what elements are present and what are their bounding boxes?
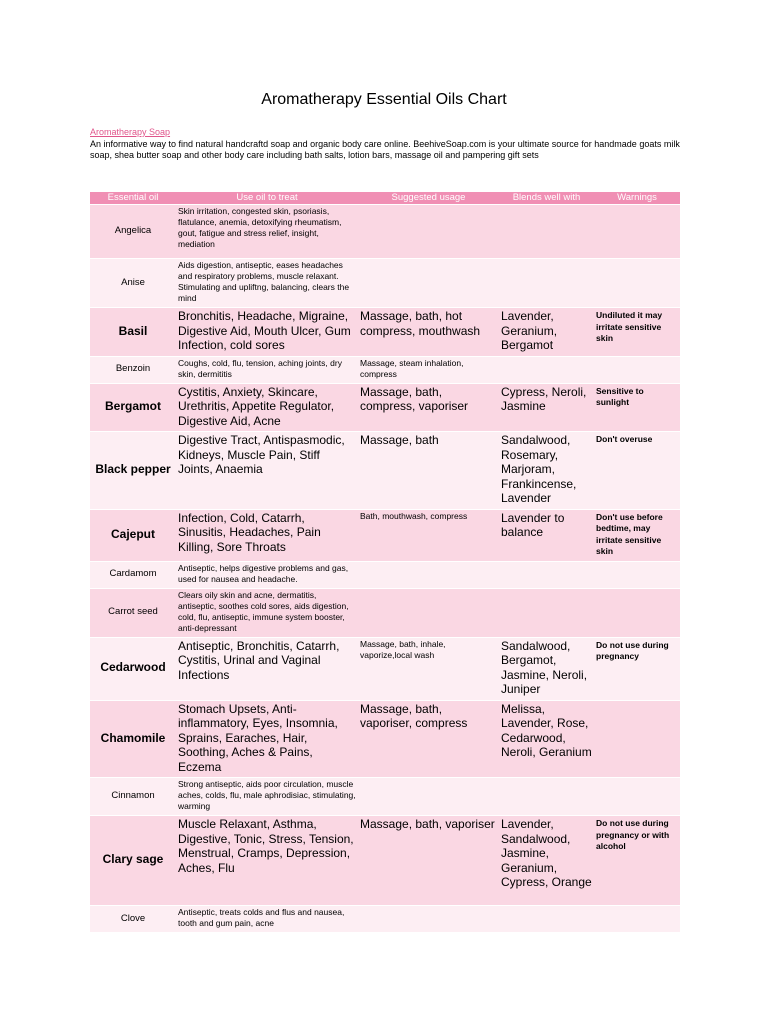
oil-blends: Melissa, Lavender, Rose, Cedarwood, Neroli, Geranium — [499, 700, 594, 778]
oil-treats: Muscle Relaxant, Asthma, Digestive, Tonic, Stress, Tension, Menstrual, Cramps, Depression, Aches, Flu — [176, 816, 358, 906]
oil-warnings — [594, 259, 680, 308]
oil-treats: Aids digestion, antiseptic, eases headaches and respiratory problems, muscle relaxant. Stimulating and upliftng, balancing, clears the mind — [176, 259, 358, 308]
oil-warnings: Sensitive to sunlight — [594, 383, 680, 432]
oil-blends: Lavender, Geranium, Bergamot — [499, 308, 594, 357]
oil-name: Cedarwood — [90, 637, 176, 700]
oil-warnings — [594, 205, 680, 259]
oil-blends — [499, 906, 594, 933]
oil-warnings: Undiluted it may irritate sensitive skin — [594, 308, 680, 357]
table-header-row — [90, 192, 680, 205]
essential-oils-table — [90, 192, 680, 932]
oil-name: Clary sage — [90, 816, 176, 906]
header-blends-well-with: Blends well with — [499, 192, 594, 205]
table-row — [90, 383, 680, 432]
oil-warnings — [594, 700, 680, 778]
table-row — [90, 432, 680, 510]
oil-blends — [499, 356, 594, 383]
oil-name: Angelica — [90, 205, 176, 259]
oil-treats: Antiseptic, Bronchitis, Catarrh, Cystitis, Urinal and Vaginal Infections — [176, 637, 358, 700]
oil-usage — [358, 778, 499, 816]
oil-name: Carrot seed — [90, 588, 176, 637]
oil-usage: Massage, bath, inhale, vaporize,local wash — [358, 637, 499, 700]
oil-blends — [499, 205, 594, 259]
aromatherapy-soap-link[interactable]: Aromatherapy Soap — [90, 127, 171, 137]
header-suggested-usage: Suggested usage — [358, 192, 499, 205]
oil-usage: Massage, bath, vaporiser, compress — [358, 700, 499, 778]
oil-blends: Lavender, Sandalwood, Jasmine, Geranium, Cypress, Orange — [499, 816, 594, 906]
oil-warnings — [594, 356, 680, 383]
table-row — [90, 637, 680, 700]
table-row — [90, 700, 680, 778]
header-warnings: Warnings — [594, 192, 680, 205]
oil-blends: Lavender to balance — [499, 509, 594, 561]
oil-blends — [499, 259, 594, 308]
oil-warnings — [594, 561, 680, 588]
oil-usage: Massage, bath — [358, 432, 499, 510]
oil-usage: Massage, bath, compress, vaporiser — [358, 383, 499, 432]
oil-name: Chamomile — [90, 700, 176, 778]
table-row — [90, 205, 680, 259]
oil-warnings: Do not use during pregnancy — [594, 637, 680, 700]
table-row — [90, 588, 680, 637]
header-use-oil-to-treat: Use oil to treat — [176, 192, 358, 205]
table-row — [90, 778, 680, 816]
oil-warnings — [594, 588, 680, 637]
oil-treats: Antiseptic, helps digestive problems and gas, used for nausea and headache. — [176, 561, 358, 588]
oil-usage: Massage, bath, hot compress, mouthwash — [358, 308, 499, 357]
oil-usage — [358, 906, 499, 933]
oil-warnings: Don't overuse — [594, 432, 680, 510]
table-row — [90, 509, 680, 561]
oil-warnings: Don't use before bedtime, may irritate sensitive skin — [594, 509, 680, 561]
intro-section — [90, 127, 680, 162]
oil-warnings — [594, 778, 680, 816]
oil-usage — [358, 205, 499, 259]
oil-usage: Massage, bath, vaporiser — [358, 816, 499, 906]
oil-usage — [358, 561, 499, 588]
intro-text: An informative way to find natural handcraftd soap and organic body care online. BeehiveSoap.com is your ultimate source for handmade goats milk soap, shea butter soap and other body care including bath salts, lotion bars, massage oil and pampering gift sets — [90, 138, 680, 160]
oil-blends — [499, 778, 594, 816]
oil-blends: Sandalwood, Bergamot, Jasmine, Neroli, Juniper — [499, 637, 594, 700]
oil-treats: Stomach Upsets, Anti-inflammatory, Eyes, Insomnia, Sprains, Earaches, Hair, Soothing, Aches & Pains, Eczema — [176, 700, 358, 778]
oil-treats: Cystitis, Anxiety, Skincare, Urethritis, Appetite Regulator, Digestive Aid, Acne — [176, 383, 358, 432]
oil-treats: Bronchitis, Headache, Migraine, Digestive Aid, Mouth Ulcer, Gum Infection, cold sores — [176, 308, 358, 357]
oil-blends: Sandalwood, Rosemary, Marjoram, Frankincense, Lavender — [499, 432, 594, 510]
oil-usage — [358, 259, 499, 308]
oil-name: Black pepper — [90, 432, 176, 510]
oil-warnings: Do not use during pregnancy or with alcohol — [594, 816, 680, 906]
table-row — [90, 259, 680, 308]
oil-name: Cinnamon — [90, 778, 176, 816]
oil-name: Anise — [90, 259, 176, 308]
oil-treats: Coughs, cold, flu, tension, aching joints, dry skin, dermititis — [176, 356, 358, 383]
table-row — [90, 906, 680, 933]
oil-warnings — [594, 906, 680, 933]
oil-name: Benzoin — [90, 356, 176, 383]
oil-treats: Strong antiseptic, aids poor circulation, muscle aches, colds, flu, male aphrodisiac, stimulating, warming — [176, 778, 358, 816]
oil-name: Cajeput — [90, 509, 176, 561]
oil-name: Basil — [90, 308, 176, 357]
oil-treats: Skin irritation, congested skin, psoriasis, flatulance, anemia, detoxifying rheumatism, gout, fatigue and stress relief, insight, mediation — [176, 205, 358, 259]
table-row — [90, 308, 680, 357]
oil-treats: Infection, Cold, Catarrh, Sinusitis, Headaches, Pain Killing, Sore Throats — [176, 509, 358, 561]
oil-blends — [499, 588, 594, 637]
oil-usage: Bath, mouthwash, compress — [358, 509, 499, 561]
oil-treats: Clears oily skin and acne, dermatitis, antiseptic, soothes cold sores, aids digestion, cold, flu, antiseptic, immune system booster, anti-depressant — [176, 588, 358, 637]
oil-name: Bergamot — [90, 383, 176, 432]
oil-treats: Digestive Tract, Antispasmodic, Kidneys, Muscle Pain, Stiff Joints, Anaemia — [176, 432, 358, 510]
oil-treats: Antiseptic, treats colds and flus and nausea, tooth and gum pain, acne — [176, 906, 358, 933]
table-row — [90, 356, 680, 383]
table-row — [90, 561, 680, 588]
oil-name: Clove — [90, 906, 176, 933]
oil-usage — [358, 588, 499, 637]
table-row — [90, 816, 680, 906]
oil-blends: Cypress, Neroli, Jasmine — [499, 383, 594, 432]
oil-usage: Massage, steam inhalation, compress — [358, 356, 499, 383]
oil-blends — [499, 561, 594, 588]
page-title: Aromatherapy Essential Oils Chart — [261, 91, 507, 108]
header-essential-oil: Essential oil — [90, 192, 176, 205]
oil-name: Cardamom — [90, 561, 176, 588]
